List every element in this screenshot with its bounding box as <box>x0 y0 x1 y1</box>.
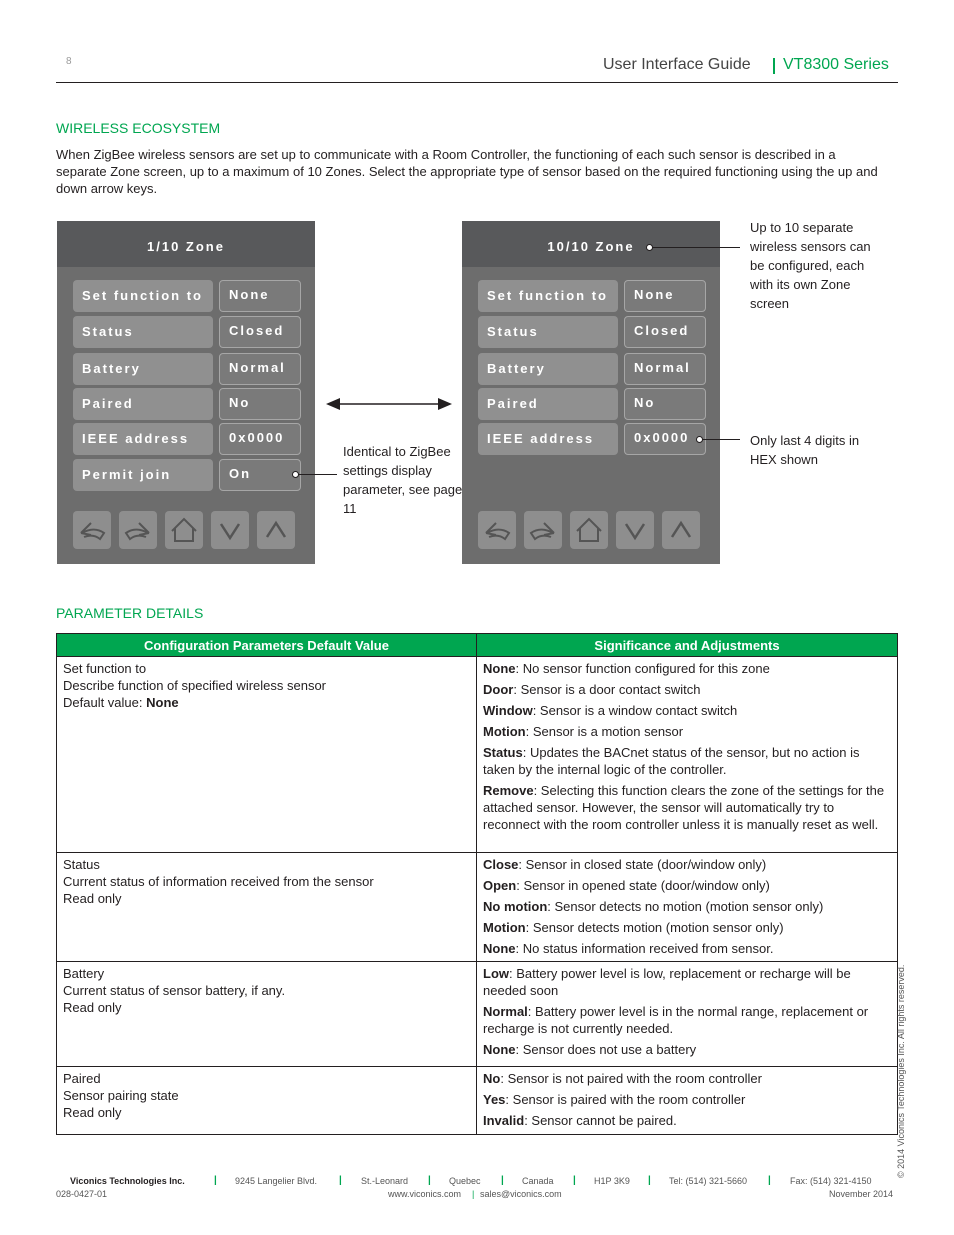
parameter-cell <box>57 853 477 962</box>
zone-row-value[interactable]: 0x0000 <box>624 423 706 455</box>
home-icon[interactable] <box>570 511 608 549</box>
callout-line <box>653 247 740 248</box>
callout-dot <box>292 471 299 478</box>
footer-doc-number: 028-0427-01 <box>56 1189 108 1199</box>
forward-icon[interactable] <box>524 511 562 549</box>
option-item: Low: Battery power level is low, replacement or recharge will be needed soon <box>483 966 851 998</box>
double-arrow-icon <box>322 394 456 414</box>
significance-cell <box>477 853 898 962</box>
option-item: Motion: Sensor is a motion sensor <box>483 724 684 739</box>
option-item: None: Sensor does not use a battery <box>483 1042 697 1057</box>
footer-separator: | <box>648 1175 651 1186</box>
option-item: No motion: Sensor detects no motion (motion sensor only) <box>483 899 824 914</box>
zone-row-label[interactable]: Status <box>73 316 213 348</box>
callout-line <box>299 474 337 475</box>
parameter-note: Read only <box>63 891 122 906</box>
section-heading-parameters: PARAMETER DETAILS <box>56 605 204 621</box>
footer-separator: | <box>339 1175 342 1186</box>
page-number: 8 <box>66 56 72 67</box>
header-divider <box>773 58 775 74</box>
option-item: Close: Sensor in closed state (door/window only) <box>483 857 767 872</box>
section-heading-wireless: WIRELESS ECOSYSTEM <box>56 120 221 136</box>
callout-identical-note: Identical to ZigBee settings display parameter, see page 11 <box>343 444 463 516</box>
zone-screen-first <box>57 221 315 564</box>
footer-separator: | <box>472 1189 475 1199</box>
footer-city: St.-Leonard <box>361 1176 409 1186</box>
series-title: VT8300 Series <box>783 56 889 73</box>
option-item: None: No sensor function configured for this zone <box>483 661 770 676</box>
footer-province: Quebec <box>449 1176 481 1186</box>
footer-country: Canada <box>522 1176 554 1186</box>
zone-title: 10/10 Zone <box>462 221 720 267</box>
zone-row-label[interactable]: Permit join <box>73 459 213 491</box>
zone-row-value[interactable]: None <box>219 280 301 312</box>
option-item: Invalid: Sensor cannot be paired. <box>483 1113 677 1128</box>
parameter-name: Set function to <box>63 661 147 676</box>
parameter-note: Read only <box>63 1105 122 1120</box>
parameter-description: Current status of sensor battery, if any. <box>63 983 286 998</box>
parameter-table <box>56 633 898 1135</box>
guide-title: User Interface Guide <box>603 56 751 73</box>
callout-dot <box>646 244 653 251</box>
option-item: Door: Sensor is a door contact switch <box>483 682 701 697</box>
zone-row-label[interactable]: IEEE address <box>478 423 618 455</box>
parameter-default: Default value: None <box>63 695 179 710</box>
table-row <box>57 657 898 853</box>
zone-row-label[interactable]: Paired <box>73 388 213 420</box>
chevron-down-icon[interactable] <box>616 511 654 549</box>
option-item: Status: Updates the BACnet status of the sensor, but no action is taken by the internal logic of the controller. <box>483 745 860 777</box>
parameter-cell <box>57 657 477 853</box>
parameter-name: Battery <box>63 966 105 981</box>
zone-row-label[interactable]: Paired <box>478 388 618 420</box>
home-icon[interactable] <box>165 511 203 549</box>
footer-separator: | <box>214 1175 217 1186</box>
zone-row-value[interactable]: No <box>219 388 301 420</box>
zone-row-label[interactable]: Set function to <box>478 280 618 312</box>
chevron-up-icon[interactable] <box>257 511 295 549</box>
table-row <box>57 962 898 1067</box>
footer-separator: | <box>501 1175 504 1186</box>
chevron-down-icon[interactable] <box>211 511 249 549</box>
option-item: Window: Sensor is a window contact switch <box>483 703 738 718</box>
zone-row-value[interactable]: 0x0000 <box>219 423 301 455</box>
footer-separator: | <box>768 1175 771 1186</box>
back-icon[interactable] <box>73 511 111 549</box>
callout-hex-note: Only last 4 digits in HEX shown <box>750 433 860 467</box>
parameter-description: Sensor pairing state <box>63 1088 179 1103</box>
parameter-cell <box>57 962 477 1067</box>
significance-cell <box>477 1067 898 1135</box>
parameter-name: Status <box>63 857 100 872</box>
copyright-notice: © 2014 Viconics Technologies Inc. All rights reserved. <box>896 964 906 1178</box>
footer-address: 9245 Langelier Blvd. <box>235 1176 318 1186</box>
parameter-cell <box>57 1067 477 1135</box>
footer-website-link[interactable]: www.viconics.com <box>388 1189 462 1199</box>
footer-email-link[interactable]: sales@viconics.com <box>480 1189 562 1199</box>
parameter-note: Read only <box>63 1000 122 1015</box>
callout-dot <box>696 436 703 443</box>
option-item: None: No status information received from sensor. <box>483 941 774 956</box>
header-rule <box>56 82 898 83</box>
footer-tel: Tel: (514) 321-5660 <box>669 1176 748 1186</box>
parameter-name: Paired <box>63 1071 101 1086</box>
zone-title: 1/10 Zone <box>57 221 315 267</box>
option-item: Normal: Battery power level is in the normal range, replacement or recharge is not currently needed. <box>483 1004 869 1036</box>
zone-screen-last <box>462 221 720 564</box>
significance-cell <box>477 657 898 853</box>
parameter-description: Describe function of specified wireless sensor <box>63 678 327 693</box>
zone-row-value[interactable]: Normal <box>624 353 706 385</box>
footer-separator: | <box>573 1175 576 1186</box>
footer-separator: | <box>428 1175 431 1186</box>
option-item: Remove: Selecting this function clears the zone of the settings for the attached sensor. However, the sensor will automatically try to reconnect with the room controller unless it is manually reset as well. <box>483 783 885 832</box>
zone-row-label[interactable]: IEEE address <box>73 423 213 455</box>
significance-cell <box>477 962 898 1067</box>
column-header-significance: Significance and Adjustments <box>477 634 898 657</box>
option-item: No: Sensor is not paired with the room controller <box>483 1071 762 1086</box>
parameter-description: Current status of information received from the sensor <box>63 874 374 889</box>
back-icon[interactable] <box>478 511 516 549</box>
footer-fax: Fax: (514) 321-4150 <box>790 1176 872 1186</box>
table-row <box>57 1067 898 1135</box>
zone-row-value[interactable]: Normal <box>219 353 301 385</box>
zone-row-label[interactable]: Status <box>478 316 618 348</box>
zone-row-label[interactable]: Set function to <box>73 280 213 312</box>
callout-line <box>703 439 740 440</box>
chevron-up-icon[interactable] <box>662 511 700 549</box>
footer-company: Viconics Technologies Inc. <box>70 1176 185 1186</box>
footer-postal: H1P 3K9 <box>594 1176 630 1186</box>
option-item: Motion: Sensor detects motion (motion sensor only) <box>483 920 784 935</box>
option-item: Yes: Sensor is paired with the room controller <box>483 1092 746 1107</box>
zone-row-value[interactable]: None <box>624 280 706 312</box>
table-header-row <box>57 634 898 657</box>
zone-row-label[interactable]: Battery <box>73 353 213 385</box>
zone-row-value[interactable]: No <box>624 388 706 420</box>
option-item: Open: Sensor in opened state (door/window only) <box>483 878 770 893</box>
zone-row-label[interactable]: Battery <box>478 353 618 385</box>
column-header-parameter: Configuration Parameters Default Value <box>57 634 477 657</box>
zone-row-value[interactable]: Closed <box>219 316 301 348</box>
table-row <box>57 853 898 962</box>
zone-row-value[interactable]: Closed <box>624 316 706 348</box>
zone-row-value[interactable]: On <box>219 459 301 491</box>
callout-zones-note: Up to 10 separate wireless sensors can be configured, each with its own Zone screen <box>750 220 871 311</box>
intro-paragraph: When ZigBee wireless sensors are set up to communicate with a Room Controller, the functioning of each such sensor is described in a separate Zone screen, up to a maximum of 10 Zones. Select the appropriate type of sensor based on the required functioning using the up and down arrow keys. <box>56 147 878 196</box>
footer-date: November 2014 <box>829 1189 894 1199</box>
forward-icon[interactable] <box>119 511 157 549</box>
